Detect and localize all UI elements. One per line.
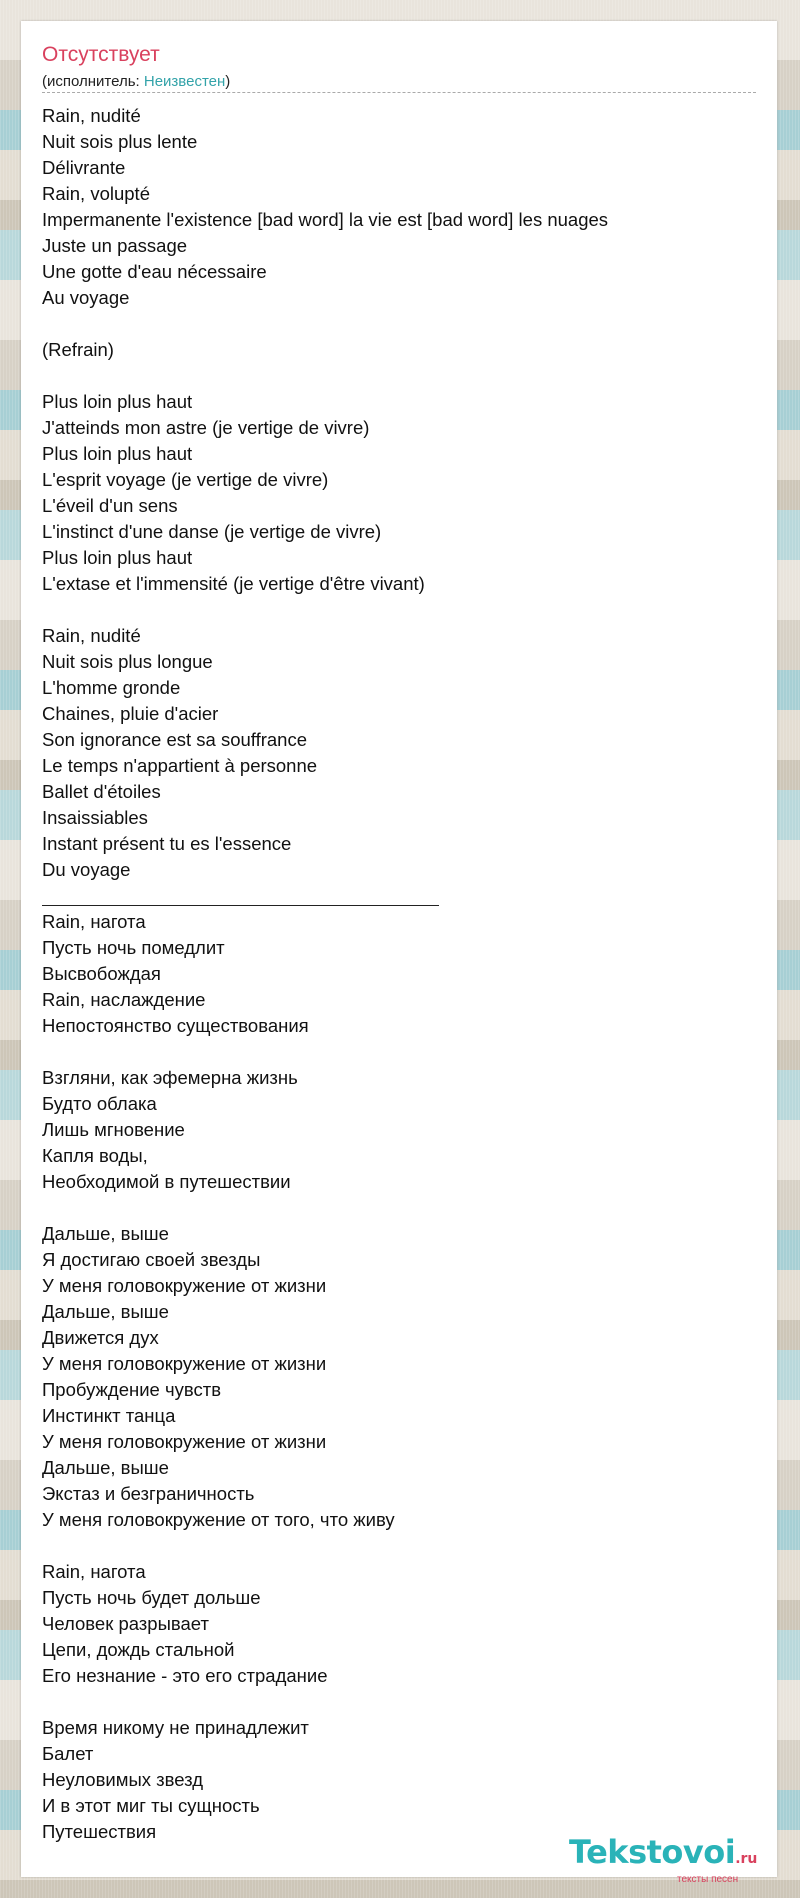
lyric-line: Du voyage: [42, 859, 131, 880]
blank-line: [42, 363, 608, 389]
lyric-line: Rain, volupté: [42, 183, 150, 204]
blank-line: [42, 1195, 608, 1221]
blank-line: [42, 1533, 608, 1559]
lyric-line: Дальше, выше: [42, 1301, 169, 1322]
song-title: Отсутствует: [42, 43, 160, 66]
lyric-line: Rain, наслаждение: [42, 989, 206, 1010]
lyric-line: (Refrain): [42, 339, 114, 360]
blank-line: [42, 597, 608, 623]
lyric-line: Лишь мгновение: [42, 1119, 185, 1140]
lyric-line: Son ignorance est sa souffrance: [42, 729, 307, 750]
lyric-line: Nuit sois plus longue: [42, 651, 213, 672]
lyric-line: У меня головокружение от жизни: [42, 1353, 327, 1374]
lyric-line: Движется дух: [42, 1327, 159, 1348]
lyric-line: L'instinct d'une danse (je vertige de vivre): [42, 521, 382, 542]
lyric-line: Время никому не принадлежит: [42, 1717, 309, 1738]
lyric-line: Au voyage: [42, 287, 130, 308]
lyric-line: Дальше, выше: [42, 1457, 169, 1478]
lyric-line: L'homme gronde: [42, 677, 181, 698]
lyric-line: Impermanente l'existence [bad word] la vie est [bad word] les nuages: [42, 209, 609, 230]
lyric-line: Экстаз и безграничность: [42, 1483, 255, 1504]
lyric-line: Пусть ночь будет дольше: [42, 1587, 261, 1608]
artist-link[interactable]: Неизвестен: [143, 73, 226, 90]
lyric-line: Необходимой в путешествии: [42, 1171, 291, 1192]
section-divider: [42, 883, 608, 909]
logo-tld: .ru: [735, 1851, 758, 1867]
blank-line: [42, 1689, 608, 1715]
lyric-line: Будто облака: [42, 1093, 157, 1114]
artist-prefix: (исполнитель:: [42, 73, 144, 90]
lyric-line: Chaines, pluie d'acier: [42, 703, 219, 724]
lyric-line: L'esprit voyage (je vertige de vivre): [42, 469, 329, 490]
lyric-line: У меня головокружение от жизни: [42, 1275, 327, 1296]
lyric-line: Пусть ночь помедлит: [42, 937, 225, 958]
lyric-line: Juste un passage: [42, 235, 188, 256]
lyric-line: J'atteinds mon astre (je vertige de vivre): [42, 417, 370, 438]
lyrics-card: [21, 21, 777, 1885]
lyric-line: Цепи, дождь стальной: [42, 1639, 235, 1660]
lyric-line: Его незнание - это его страдание: [42, 1665, 328, 1686]
logo-name: Tekstovoi: [569, 1833, 736, 1871]
lyric-line: Ballet d'étoiles: [42, 781, 161, 802]
lyric-line: Пробуждение чувств: [42, 1379, 222, 1400]
lyric-line: И в этот миг ты сущность: [42, 1795, 260, 1816]
lyric-line: Rain, нагота: [42, 911, 146, 932]
blank-line: [42, 311, 608, 337]
title-separator: [42, 92, 756, 93]
lyric-line: Высвобождая: [42, 963, 161, 984]
lyric-line: У меня головокружение от того, что живу: [42, 1509, 395, 1530]
lyric-line: Капля воды,: [42, 1145, 148, 1166]
blank-line: [42, 1039, 608, 1065]
lyric-line: Le temps n'appartient à personne: [42, 755, 318, 776]
lyric-line: Человек разрывает: [42, 1613, 209, 1634]
lyric-line: L'éveil d'un sens: [42, 495, 178, 516]
lyric-line: Дальше, выше: [42, 1223, 169, 1244]
lyric-line: Instant présent tu es l'essence: [42, 833, 292, 854]
lyric-line: Неуловимых звезд: [42, 1769, 203, 1790]
lyric-line: Une gotte d'eau nécessaire: [42, 261, 267, 282]
site-logo[interactable]: [569, 1833, 757, 1871]
lyric-line: Plus loin plus haut: [42, 547, 193, 568]
lyric-line: Непостоянство существования: [42, 1015, 309, 1036]
artist-suffix: ): [225, 73, 231, 90]
lyric-line: Insaissiables: [42, 807, 148, 828]
lyric-line: Я достигаю своей звезды: [42, 1249, 261, 1270]
lyric-line: Инстинкт танца: [42, 1405, 176, 1426]
lyric-line: Nuit sois plus lente: [42, 131, 198, 152]
song-subtitle: [42, 73, 230, 90]
lyric-line: Rain, nudité: [42, 105, 141, 126]
lyric-line: L'extase et l'immensité (je vertige d'être vivant): [42, 573, 425, 594]
lyric-line: Rain, нагота: [42, 1561, 146, 1582]
lyric-line: Plus loin plus haut: [42, 391, 193, 412]
logo-tagline: тексты песен: [677, 1874, 739, 1885]
lyric-line: Délivrante: [42, 157, 126, 178]
lyric-line: Взгляни, как эфемерна жизнь: [42, 1067, 298, 1088]
lyric-line: Балет: [42, 1743, 94, 1764]
lyrics-text: [42, 103, 608, 1845]
lyric-line: У меня головокружение от жизни: [42, 1431, 327, 1452]
lyric-line: Путешествия: [42, 1821, 157, 1842]
lyric-line: Rain, nudité: [42, 625, 141, 646]
lyric-line: Plus loin plus haut: [42, 443, 193, 464]
